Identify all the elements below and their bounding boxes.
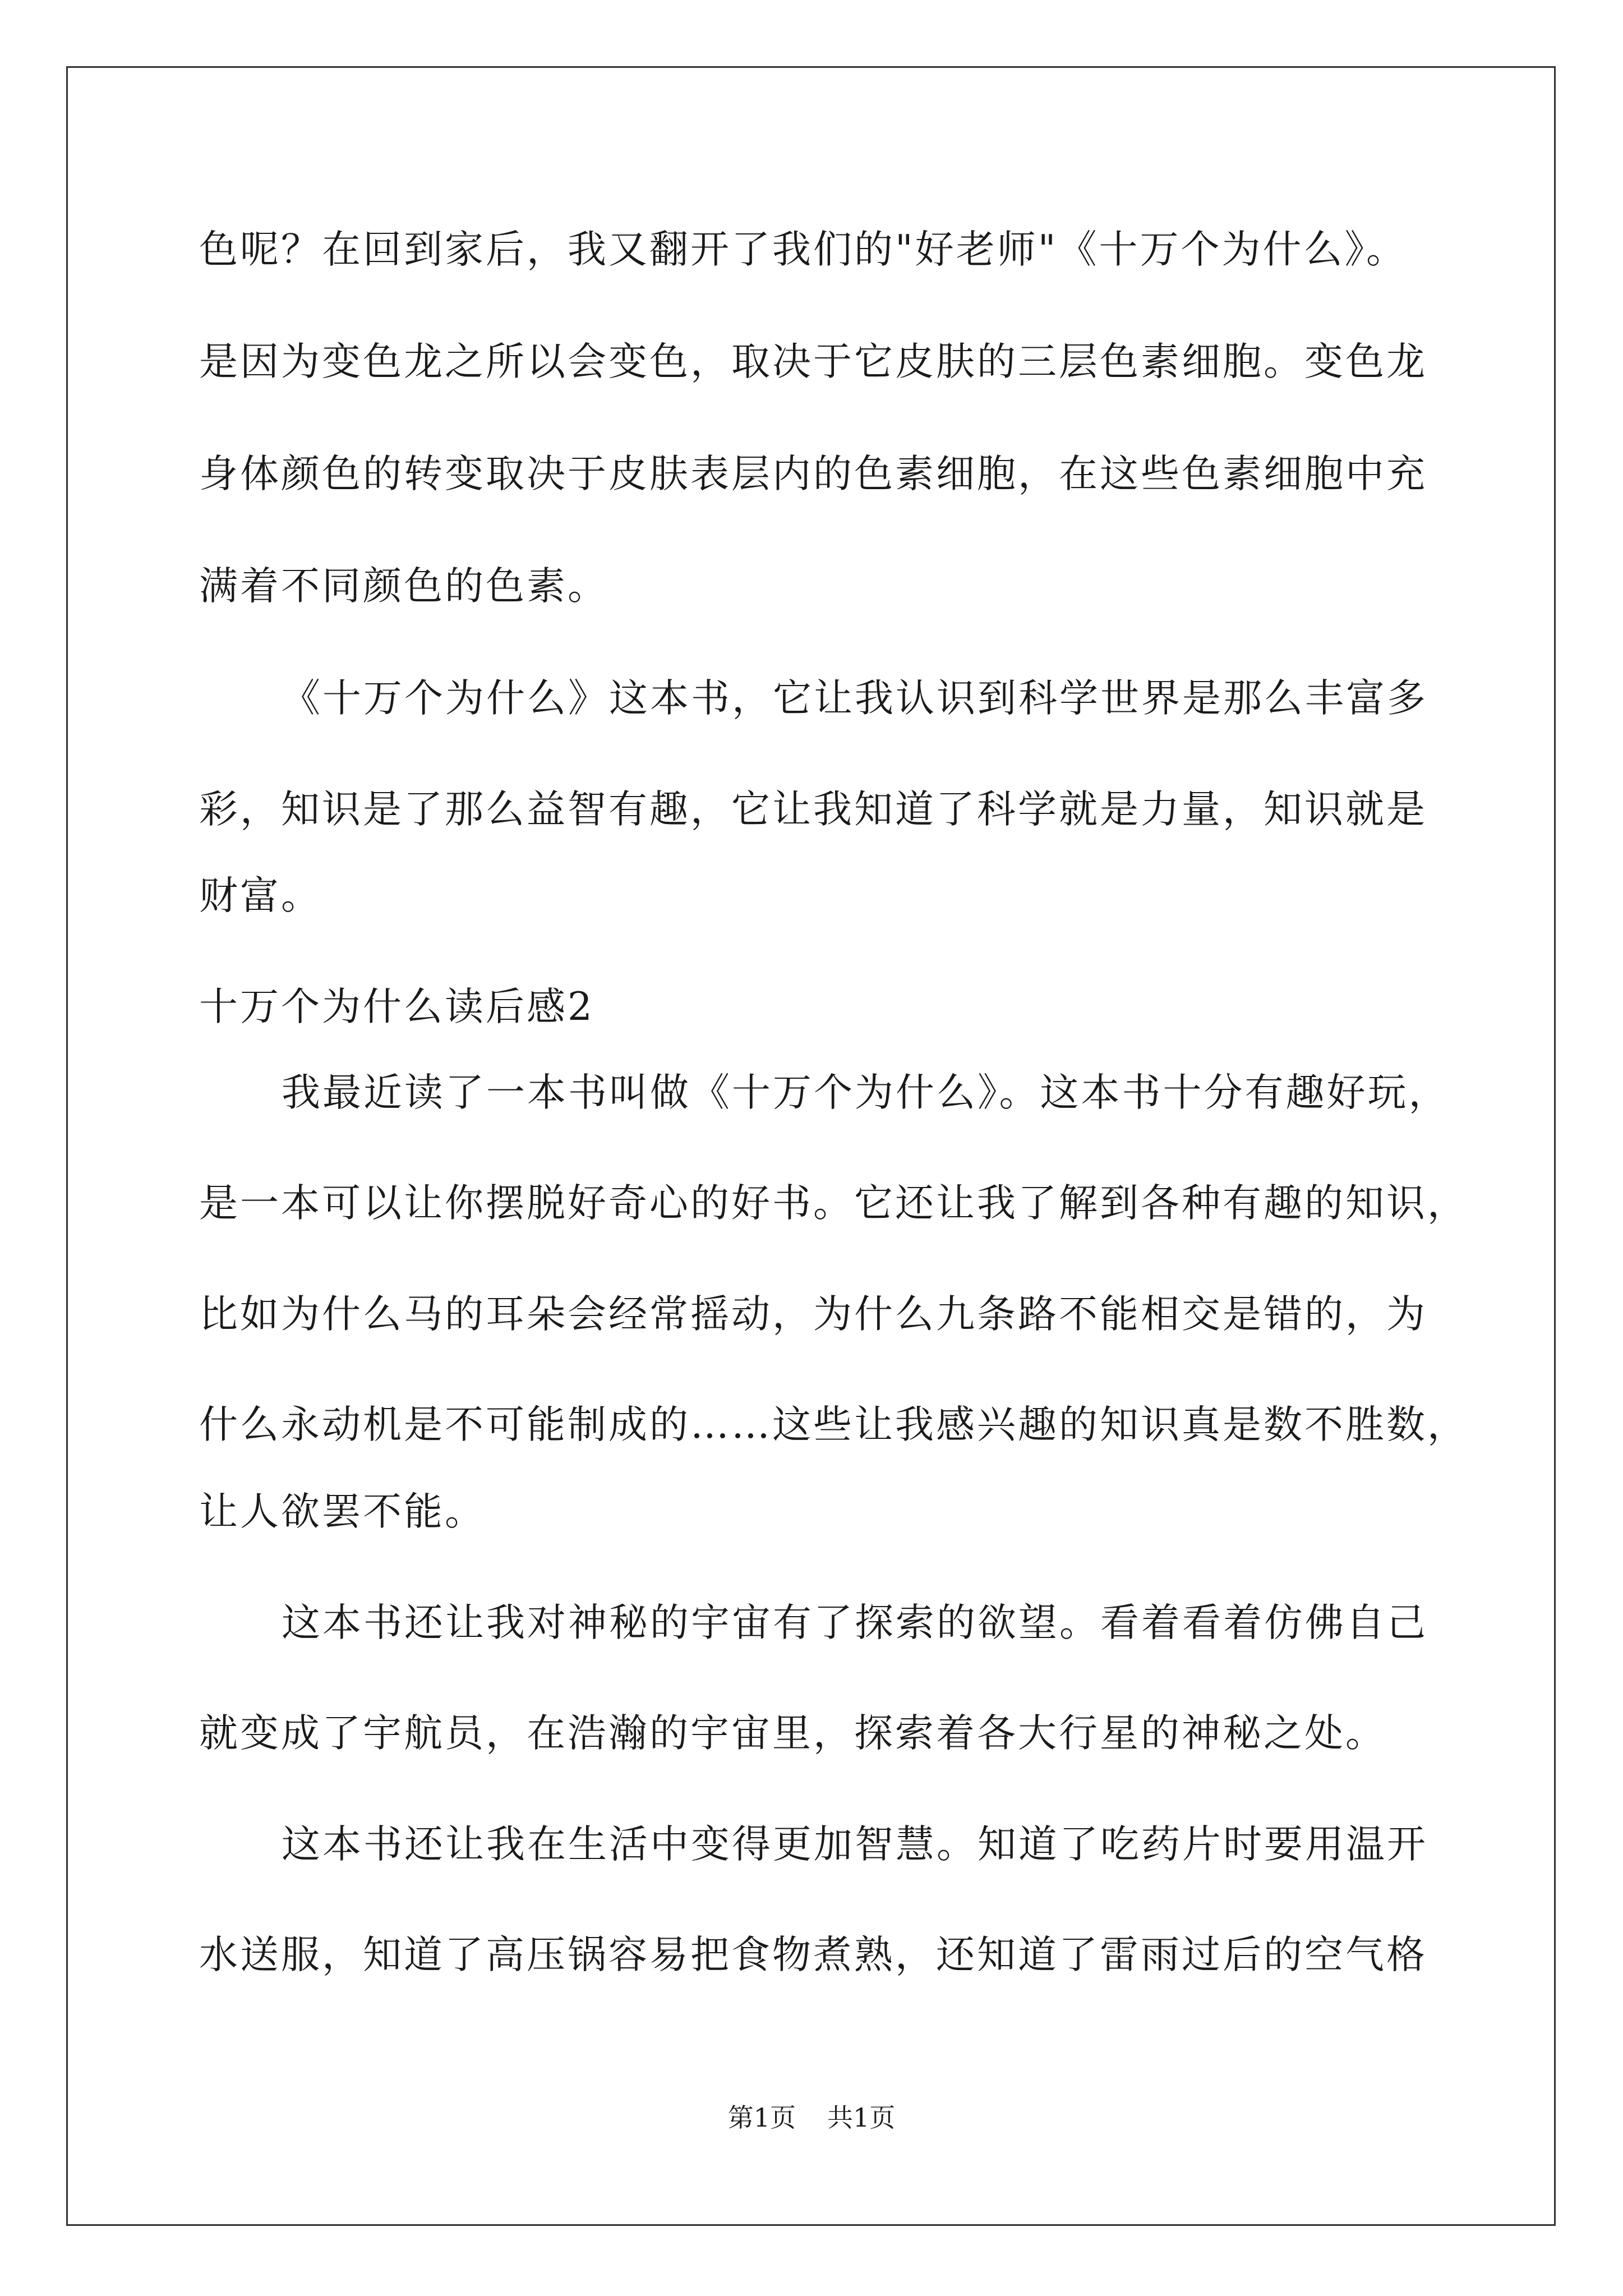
text-line: 水送服，知道了高压锅容易把食物煮熟，还知道了雷雨过后的空气格 [199, 1932, 1427, 1977]
text-line: 什么永动机是不可能制成的……这些让我感兴趣的知识真是数不胜数， [199, 1402, 1468, 1447]
section-heading: 十万个为什么读后感2 [199, 984, 594, 1029]
text-line: 彩，知识是了那么益智有趣，它让我知道了科学就是力量，知识就是 [199, 787, 1427, 832]
text-line: 就变成了宇航员，在浩瀚的宇宙里，探索着各大行星的神秘之处。 [199, 1711, 1386, 1756]
text-line: 财富。 [199, 873, 322, 918]
page-total: 共1页 [827, 2102, 896, 2133]
text-line: 身体颜色的转变取决于皮肤表层内的色素细胞，在这些色素细胞中充 [199, 452, 1427, 496]
text-line: 这本书还让我在生活中变得更加智慧。知道了吃药片时要用温开 [282, 1822, 1428, 1867]
text-line: 是因为变色龙之所以会变色，取决于它皮肤的三层色素细胞。变色龙 [199, 339, 1427, 384]
page-footer [0, 2101, 1623, 2134]
text-line: 我最近读了一本书叫做《十万个为什么》。这本书十分有趣好玩， [282, 1070, 1450, 1115]
text-line: 色呢？在回到家后，我又翻开了我们的"好老师"《十万个为什么》。 [199, 227, 1407, 272]
page-number: 第1页 [727, 2102, 796, 2133]
text-line: 比如为什么马的耳朵会经常摇动，为什么九条路不能相交是错的，为 [199, 1292, 1427, 1337]
text-line: 满着不同颜色的色素。 [199, 564, 608, 609]
page-border [66, 66, 1556, 2226]
text-line: 《十万个为什么》这本书，它让我认识到科学世界是那么丰富多 [282, 676, 1428, 721]
text-line: 是一本可以让你摆脱好奇心的好书。它还让我了解到各种有趣的知识， [199, 1181, 1468, 1226]
text-line: 让人欲罢不能。 [199, 1489, 486, 1534]
text-line: 这本书还让我对神秘的宇宙有了探索的欲望。看着看着仿佛自己 [282, 1600, 1428, 1645]
